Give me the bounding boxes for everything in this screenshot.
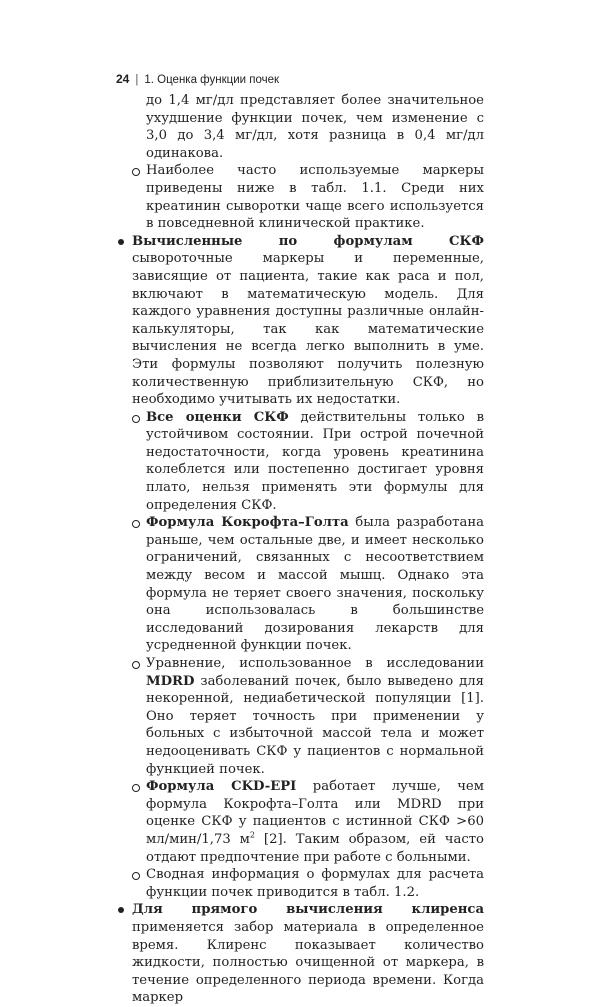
superscript: 2 [249, 830, 255, 840]
page-number: 24 [116, 72, 130, 86]
sub-bullet-ckd-epi [116, 778, 484, 866]
sub-bullet-term: MDRD [146, 673, 195, 689]
sub-bullet-text: была разработана раньше, чем остальные две, и имеет несколько ограничений, связанных с несоответствием между весом и массой мышц. Однако эта формула не теряет своего значения, поскольку она использовалась в большинстве исследований дозирования лекарств для усредненной функции почек. [146, 515, 484, 654]
sub-bullet-text: работает лучше, чем формула Кокрофта–Голта или MDRD при оценке СКФ у пациентов с истинной СКФ >60 мл/мин/1,73 м [146, 779, 484, 847]
sub-bullet-mdrd [116, 655, 484, 778]
running-header [116, 72, 279, 86]
sub-bullet-text: заболеваний почек, было выведено для некоренной, недиабетической популяции [1]. Оно теряет точность при применении у больных с избыточной массой тела и может недооценивать СКФ у пациентов с нормальной функцией почек. [146, 673, 484, 777]
bullet-term: Вычисленные по формулам СКФ [132, 233, 484, 249]
bullet-calculated-gfr [116, 233, 484, 409]
bullet-text: применяется забор материала в определенное время. Клиренс показывает количество жидкости, полностью очищенной от маркера, в течение определенного периода времени. Когда маркер [132, 919, 484, 1006]
bullet-term: Для прямого вычисления клиренса [132, 902, 484, 918]
sub-bullet-lead: Уравнение, использованное в исследовании [146, 656, 484, 671]
bullet-direct-clearance [116, 901, 484, 1007]
page-body [116, 92, 484, 1007]
chapter-title: 1. Оценка функции почек [144, 74, 280, 86]
sub-bullet-cockcroft-gault [116, 514, 484, 655]
sub-bullet-summary: Сводная информация о формулах для расчета функции почек приводится в табл. 1.2. [116, 866, 484, 901]
sub-bullet-text: действительны только в устойчивом состоянии. При острой почечной недостаточности, когда уровень креатинина колеблется или постепенно достигает уровня плато, нельзя применять эти формулы для определения СКФ. [146, 409, 485, 513]
sub-bullet-markers: Наиболее часто используемые маркеры приведены ниже в табл. 1.1. Среди них креатинин сыворотки чаще всего используется в повседневной клинической практике. [116, 162, 484, 232]
sub-bullet-term: Все оценки СКФ [146, 409, 289, 425]
bullet-text: сывороточные маркеры и переменные, зависящие от пациента, такие как раса и пол, включают в математическую модель. Для каждого уравнения доступны различные онлайн-калькуляторы, так как математические вычисления не всегда легко выполнить в уме. Эти формулы позволяют получить полезную количественную приблизительную СКФ, но необходимо учитывать их недостатки. [132, 251, 484, 408]
sub-bullet-all-estimates [116, 409, 484, 515]
sub-bullet-tail: [2]. Таким образом, ей часто отдают предпочтение при работе с больными. [146, 831, 484, 865]
sub-bullet-term: Формула CKD-EPI [146, 779, 297, 795]
header-separator: | [135, 74, 139, 86]
sub-bullet-term: Формула Кокрофта–Голта [146, 515, 349, 531]
continued-paragraph: до 1,4 мг/дл представляет более значительное ухудшение функции почек, чем изменение с 3,0 до 3,4 мг/дл, хотя разница в 0,4 мг/дл одинакова. [146, 93, 484, 161]
